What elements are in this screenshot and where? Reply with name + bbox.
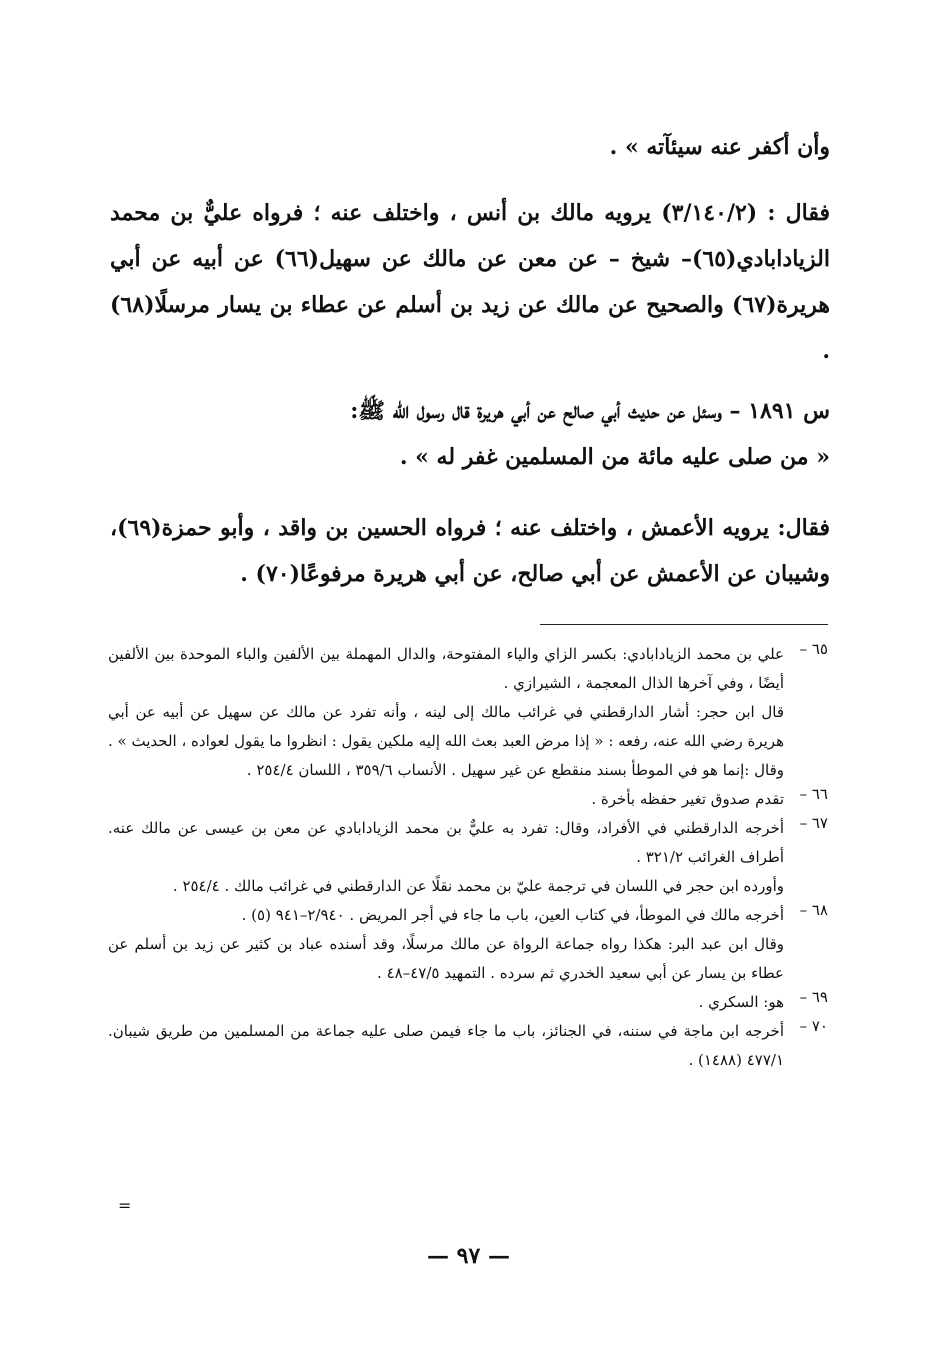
continuation-mark: = bbox=[118, 1196, 132, 1215]
footnote-divider bbox=[540, 624, 828, 625]
footnote-continuation: وقال ابن عبد البر: هكذا رواه جماعة الرواة عن مالك مرسلًا، وقد أسنده عباد بن كثير عن زيد بن أسلم عن عطاء بن يسار عن أبي سعيد الخدري ثم سرده . التمهيد ٤٧/٥–٤٨ . bbox=[108, 935, 784, 982]
paragraph-question-end bbox=[110, 127, 830, 167]
footnotes bbox=[108, 640, 828, 1075]
footnote-number: ٧٠ – bbox=[799, 1017, 828, 1035]
footnote-text: تقدم صدوق تغير حفظه بأخرة . bbox=[591, 790, 784, 808]
footnote-continuation: وأورده ابن حجر في اللسان في ترجمة عليّ بن محمد نقلًا عن الدارقطني في غرائب مالك . ٢٥٤/٤ . bbox=[172, 877, 784, 895]
footnote-continuation: قال ابن حجر: أشار الدارقطني في غرائب مالك إلى لينه ، وأنه تفرد عن مالك عن سهيل عن أبيه عن أبي هريرة رضي الله عنه، رفعه : « إذا مرض العبد بعث الله إليه ملكين يقول : انظروا ما يقول لعواده ، الحديث » . bbox=[108, 703, 784, 750]
footnote-text: أخرجه الدارقطني في الأفراد، وقال: تفرد به عليٌّ بن محمد الزيادابادي عن معن بن عيسى عن مالك عنه. أطراف الغرائب ٣٢١/٢ . bbox=[108, 819, 784, 866]
footnote-number: ٦٨ – bbox=[799, 901, 828, 919]
footnote-65 bbox=[108, 640, 828, 698]
footnote-70 bbox=[108, 1017, 828, 1075]
footnote-continuation: وقال :إنما هو في الموطأ بسند منقطع عن غير سهيل . الأنساب ٣٥٩/٦ ، اللسان ٢٥٤/٤ . bbox=[246, 761, 784, 779]
paragraph-answer-2 bbox=[110, 505, 830, 597]
text-line: وأن أكفر عنه سيئآته » . bbox=[609, 134, 830, 160]
footnote-text: أخرجه مالك في الموطأ، في كتاب العين، باب ما جاء في أجر المريض . ٢/٩٤٠–٩٤١ (٥) . bbox=[241, 906, 784, 924]
question-line-1: س ١٨٩١ – وسئل عن حديث أبي صالح عن أبي هريرة قال رسول الله ﷺ: bbox=[350, 398, 830, 424]
footnote-number: ٦٥ – bbox=[799, 640, 828, 658]
paragraph-answer-1 bbox=[110, 190, 830, 374]
footnote-67 bbox=[108, 814, 828, 872]
footnote-69 bbox=[108, 988, 828, 1017]
footnote-number: ٦٦ – bbox=[799, 785, 828, 803]
footnote-text: أخرجه ابن ماجة في سننه، في الجنائز، باب ما جاء فيمن صلى عليه جماعة من المسلمين من طريق شيبان. ٤٧٧/١ (١٤٨٨) . bbox=[108, 1022, 784, 1069]
footnote-68 bbox=[108, 901, 828, 930]
page-number: — ٩٧ — bbox=[427, 1243, 510, 1269]
footnote-66 bbox=[108, 785, 828, 814]
footnote-number: ٦٩ – bbox=[799, 988, 828, 1006]
answer-text: فقال: يرويه الأعمش ، واختلف عنه ؛ فرواه الحسين بن واقد ، وأبو حمزة(٦٩)، وشيبان عن الأعمش عن أبي صالح، عن أبي هريرة مرفوعًا(٧٠) . bbox=[110, 515, 830, 587]
question-line-2: « من صلى عليه مائة من المسلمين غفر له » . bbox=[399, 444, 830, 470]
paragraph-question-1891 bbox=[110, 388, 830, 480]
footnote-number: ٦٧ – bbox=[799, 814, 828, 832]
footnote-text: هو: السكري . bbox=[698, 993, 784, 1011]
footnote-text: علي بن محمد الزيادابادي: بكسر الزاي والياء المفتوحة، والدال المهملة بين الألفين والباء الموحدة بين الألفين أيضًا ، وفي آخرها الذال المعجمة ، الشيرازي . bbox=[108, 645, 784, 692]
answer-text: فقال : (٣/١٤٠/٢) يرويه مالك بن أنس ، واختلف عنه ؛ فرواه عليٌّ بن محمد الزيادابادي(٦٥)– شيخ – عن معن عن مالك عن سهيل(٦٦) عن أبيه عن أبي هريرة(٦٧) والصحيح عن مالك عن زيد بن أسلم عن عطاء بن يسار مرسلًا(٦٨) . bbox=[110, 200, 831, 364]
